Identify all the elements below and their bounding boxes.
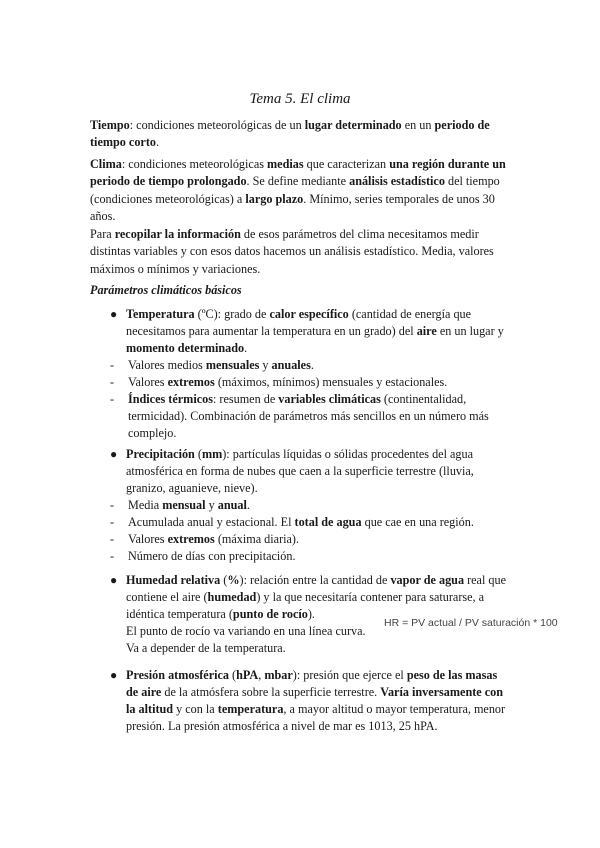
temperatura-text: Temperatura (ºC): grado de calor específico (cantidad de energía que necesitamos para aumentar la temperatura en un grado) del aire en un lugar y momento determinado. <box>126 307 504 355</box>
humedad-text: Humedad relativa (%): relación entre la cantidad de vapor de agua real que contiene el aire (humedad) y la que necesitaría contener para saturarse, a idéntica temperatura (punto de rocío). <box>126 573 507 621</box>
humedad-line-3: Va a depender de la temperatura. <box>126 641 286 655</box>
bullet-temperatura <box>110 306 510 442</box>
clima-definition: Clima: condiciones meteorológicas medias que caracterizan una región durante un periodo de tiempo prolongado. Se define mediante análisis estadístico del tiempo (condiciones meteorológicas) a largo plazo. Mínimo, series temporales de unos 30 años. <box>90 157 506 224</box>
temperatura-item-3: - Índices térmicos: resumen de variables climáticas (continentalidad, termicidad). Combinación de parámetros más sencillos en un número más complejo. <box>110 391 510 442</box>
bullet-humedad <box>110 572 510 657</box>
bullet-dot-icon: ● <box>110 307 118 321</box>
temperatura-item-1: - Valores medios mensuales y anuales. <box>110 357 510 374</box>
precipitacion-item-2: - Acumulada anual y estacional. El total de agua que cae en una región. <box>110 514 510 531</box>
precipitacion-item-1: - Media mensual y anual. <box>110 497 510 514</box>
recopilar-paragraph: Para recopilar la información de esos parámetros del clima necesitamos medir distintas variables y con esos datos hacemos un análisis estadístico. Media, valores máximos o mínimos y variaciones. <box>90 227 494 276</box>
presion-text: Presión atmosférica (hPA, mbar): presión que ejerce el peso de las masas de aire de la atmósfera sobre la superficie terrestre. Varía inversamente con la altitud y con la temperatura, a mayor altitud o mayor temperatura, menor presión. La presión atmosférica a nivel de mar es 1013, 25 hPA. <box>126 668 506 733</box>
temperatura-item-2: - Valores extremos (máximos, mínimos) mensuales y estacionales. <box>110 374 510 391</box>
precipitacion-item-4: - Número de días con precipitación. <box>110 548 510 565</box>
humedad-formula: HR = PV actual / PV saturación * 100 <box>384 617 558 629</box>
bullet-dot-icon: ● <box>110 573 118 587</box>
humedad-line-2: El punto de rocío va variando en una línea curva. <box>126 624 366 638</box>
precipitacion-text: Precipitación (mm): partículas líquidas o sólidas procedentes del agua atmosférica en forma de nubes que caen a la superficie terrestre (lluvia, granizo, aguanieve, nieve). <box>126 447 474 495</box>
page-title: Tema 5. El clima <box>249 91 351 107</box>
bullet-presion <box>110 667 510 735</box>
tiempo-definition: Tiempo: condiciones meteorológicas de un lugar determinado en un periodo de tiempo corto. <box>90 118 490 150</box>
section-subtitle: Parámetros climáticos básicos <box>90 283 242 297</box>
bullet-dot-icon: ● <box>110 668 118 682</box>
bullet-dot-icon: ● <box>110 447 118 461</box>
precipitacion-item-3: - Valores extremos (máxima diaria). <box>110 531 510 548</box>
bullet-precipitacion <box>110 446 510 565</box>
